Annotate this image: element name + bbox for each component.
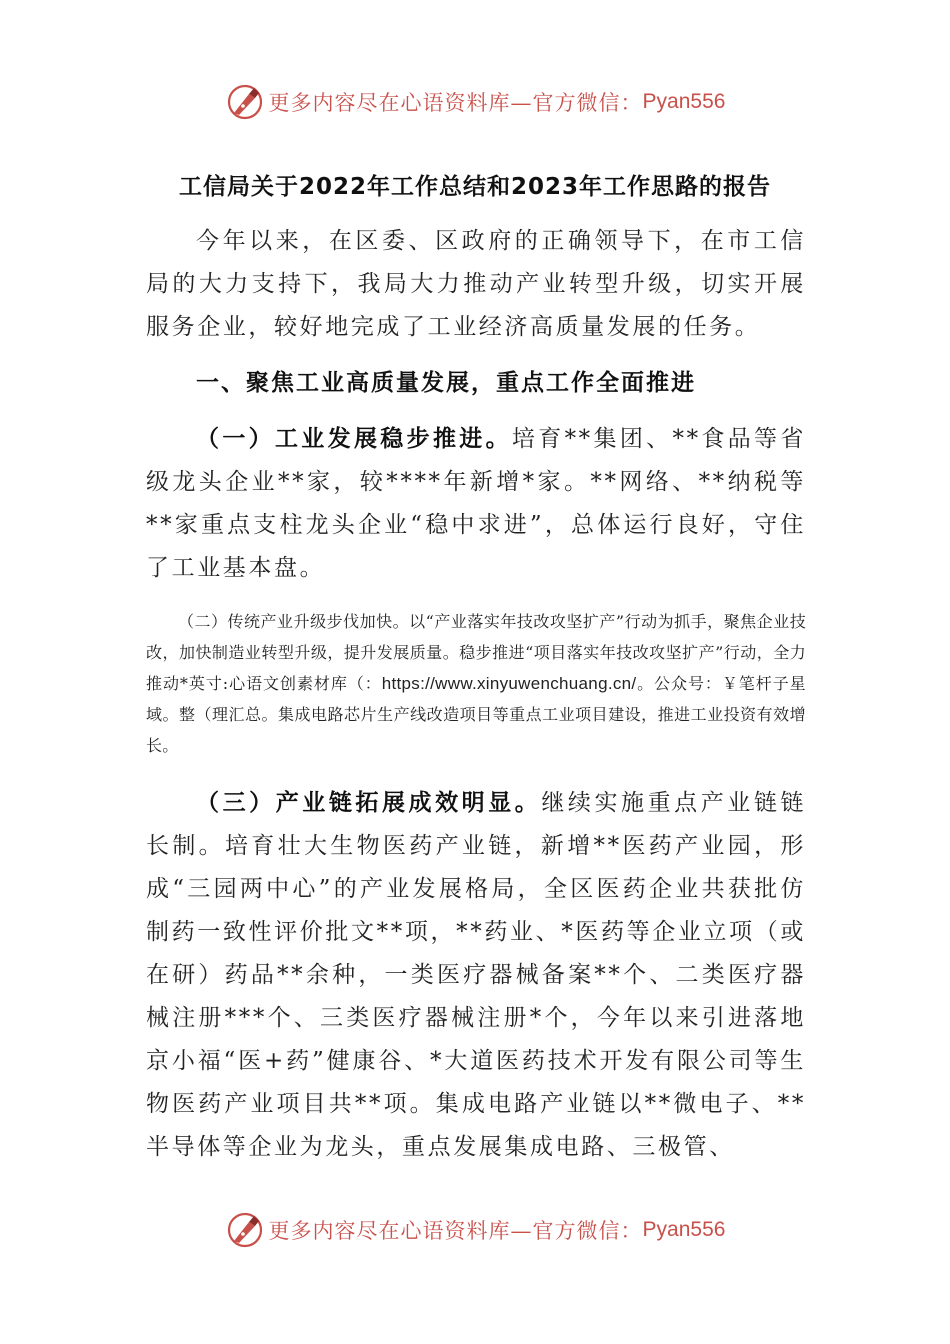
section-2-paragraph <box>146 606 806 761</box>
section-3 <box>146 782 806 1169</box>
footer-banner <box>0 1208 950 1252</box>
section-1-body: 培育**集团、**食品等省级龙头企业**家，较****年新增*家。**网络、**纳税等**家重点支柱龙头企业“稳中求进”，总体运行良好，守住了工业基本盘。 <box>146 426 806 581</box>
header-banner <box>0 80 950 124</box>
section-2-url: https://www.xinyuwenchuang.cn/ <box>381 674 637 693</box>
section-2 <box>146 606 806 761</box>
section-3-paragraph <box>146 782 806 1169</box>
pen-nib-logo-icon <box>225 1210 265 1250</box>
section-3-title: （三）产业链拓展成效明显。 <box>196 790 542 816</box>
section-2-text-post: 。公众号：￥笔杆子星域。整（理汇总。集成电路芯片生产线改造项目等重点工业项目建设，推进工业投资有效增长。 <box>146 674 806 755</box>
banner-text: 更多内容尽在心语资料库—官方微信： <box>268 1219 643 1243</box>
banner-text: 更多内容尽在心语资料库—官方微信： <box>268 91 643 115</box>
banner-wechat-handle: Pyan556 <box>642 90 726 113</box>
section-1-title: （一）工业发展稳步推进。 <box>196 426 512 452</box>
pen-nib-logo-icon <box>225 82 265 122</box>
intro-paragraph: 今年以来，在区委、区政府的正确领导下，在市工信局的大力支持下，我局大力推动产业转型升级，切实开展服务企业，较好地完成了工业经济高质量发展的任务。 <box>146 228 806 340</box>
section-1-paragraph <box>146 418 806 590</box>
document-title: 工信局关于2022年工作总结和2023年工作思路的报告 <box>178 174 772 200</box>
section-1 <box>146 418 806 590</box>
banner-wechat-handle: Pyan556 <box>642 1218 726 1241</box>
section-3-body: 继续实施重点产业链链长制。培育壮大生物医药产业链，新增**医药产业园，形成“三园两中心”的产业发展格局，全区医药企业共获批仿制药一致性评价批文**项，**药业、*医药等企业立项（或在研）药品**余种，一类医疗器械备案**个、二类医疗器械注册***个、三类医疗器械注册*个，今年以来引进落地京小福“医+药”健康谷、*大道医药技术开发有限公司等生物医药产业项目共**项。集成电路产业链以**微电子、**半导体等企业为龙头，重点发展集成电路、三极管、 <box>146 790 806 1160</box>
section-2-text-pre: （二）传统产业升级步伐加快。以“产业落实年技改攻坚扩产”行动为抓手，聚焦企业技改，加快制造业转型升级，提升发展质量。稳步推进“项目落实年技改攻坚扩产”行动，全力推动*英寸:心语文创素材库（： <box>146 612 806 693</box>
section-heading-1: 一、聚焦工业高质量发展，重点工作全面推进 <box>196 370 696 396</box>
intro-section <box>146 220 806 349</box>
